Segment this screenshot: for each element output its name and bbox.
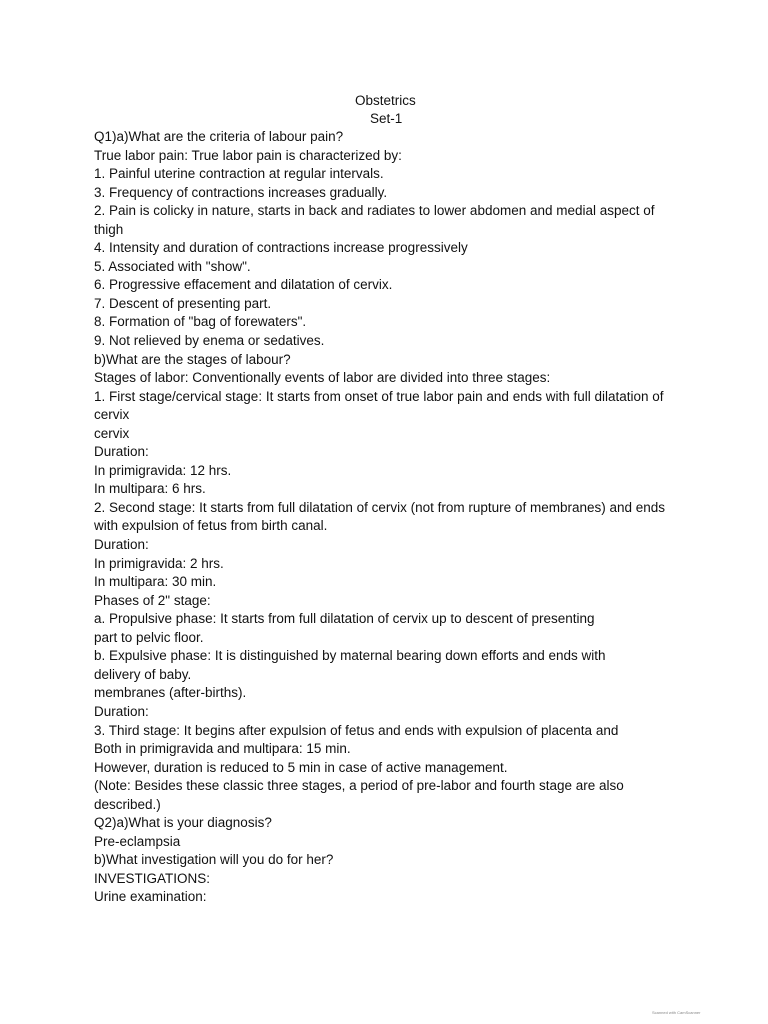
text-line: membranes (after-births). xyxy=(94,685,247,701)
text-line: Duration: xyxy=(94,537,149,553)
document-body xyxy=(94,128,694,907)
text-line: Duration: xyxy=(94,703,149,719)
text-line: 1. First stage/cervical stage: It starts from onset of true labor pain and ends with full dilatation of xyxy=(94,388,664,404)
text-line: Phases of 2" stage: xyxy=(94,592,211,608)
text-line: Stages of labor: Conventionally events of labor are divided into three stages: xyxy=(94,370,551,386)
text-line: Q1)a)What are the criteria of labour pain? xyxy=(94,129,344,144)
text-line: However, duration is reduced to 5 min in case of active management. xyxy=(94,759,508,775)
text-line: b. Expulsive phase: It is distinguished by maternal bearing down efforts and ends with xyxy=(94,648,606,664)
text-line: Q2)a)What is your diagnosis? xyxy=(94,815,272,831)
text-line: Urine examination: xyxy=(94,889,207,905)
text-line: thigh xyxy=(94,221,124,237)
text-line: a. Propulsive phase: It starts from full dilatation of cervix up to descent of presenting xyxy=(94,611,595,627)
document-subtitle: Set-1 xyxy=(370,111,403,126)
text-line: In multipara: 30 min. xyxy=(94,574,217,590)
text-line: 2. Second stage: It starts from full dilatation of cervix (not from rupture of membranes) and ends xyxy=(94,499,666,515)
text-line: with expulsion of fetus from birth canal. xyxy=(94,518,328,534)
text-line: cervix xyxy=(94,407,130,423)
text-line: b)What investigation will you do for her? xyxy=(94,852,334,868)
document-title: Obstetrics xyxy=(355,93,416,108)
text-line: 9. Not relieved by enema or sedatives. xyxy=(94,333,325,349)
text-line: Duration: xyxy=(94,444,149,460)
text-line: In primigravida: 2 hrs. xyxy=(94,555,224,571)
text-line: part to pelvic floor. xyxy=(94,629,204,645)
text-line: delivery of baby. xyxy=(94,666,192,682)
text-line: b)What are the stages of labour? xyxy=(94,351,291,367)
text-line: In primigravida: 12 hrs. xyxy=(94,462,232,478)
text-line: 3. Frequency of contractions increases gradually. xyxy=(94,184,388,200)
text-line: 7. Descent of presenting part. xyxy=(94,295,272,311)
text-line: 4. Intensity and duration of contractions increase progressively xyxy=(94,240,468,256)
text-line: 5. Associated with "show". xyxy=(94,258,251,274)
text-line: 2. Pain is colicky in nature, starts in back and radiates to lower abdomen and medial aspect of xyxy=(94,203,655,219)
text-line: Both in primigravida and multipara: 15 min. xyxy=(94,741,351,757)
text-line: 3. Third stage: It begins after expulsion of fetus and ends with expulsion of placenta and xyxy=(94,722,619,738)
text-line: In multipara: 6 hrs. xyxy=(94,481,206,497)
text-line: Pre-eclampsia xyxy=(94,833,181,849)
text-line: 8. Formation of "bag of forewaters". xyxy=(94,314,307,330)
text-line: 1. Painful uterine contraction at regular intervals. xyxy=(94,166,384,182)
text-line: True labor pain: True labor pain is characterized by: xyxy=(94,147,402,163)
text-line: (Note: Besides these classic three stages, a period of pre-labor and fourth stage are also xyxy=(94,778,624,794)
scanner-watermark: Scanned with CamScanner xyxy=(652,1010,701,1015)
text-line: 6. Progressive effacement and dilatation of cervix. xyxy=(94,277,393,293)
text-line: INVESTIGATIONS: xyxy=(94,870,211,886)
text-line: described.) xyxy=(94,796,161,812)
text-line: cervix xyxy=(94,425,130,441)
